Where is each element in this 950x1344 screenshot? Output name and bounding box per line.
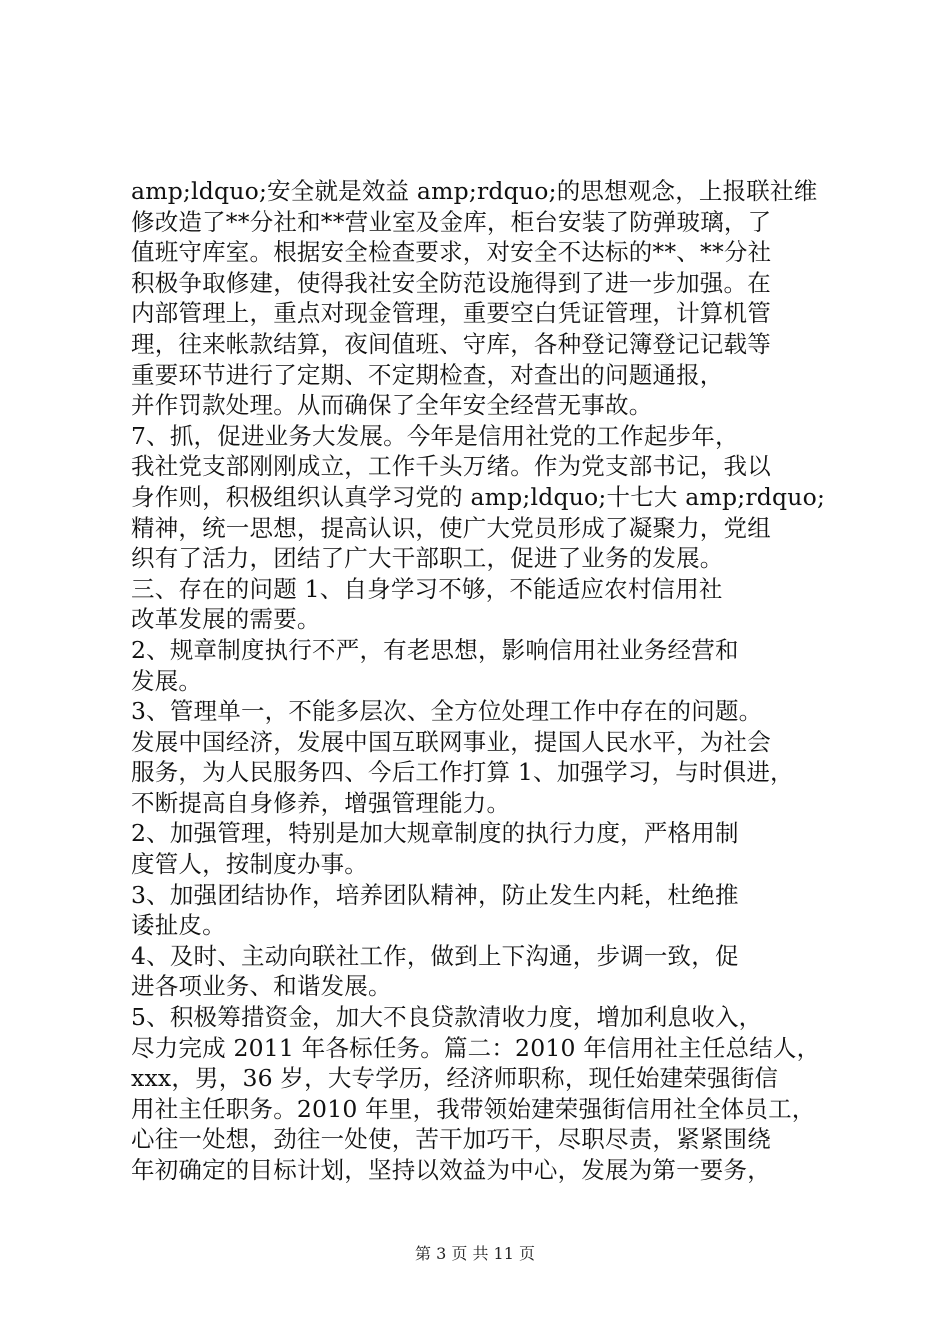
text-line: xxx，男，36 岁，大专学历，经济师职称，现任始建荣强街信 [131, 1064, 779, 1093]
body-text [131, 176, 831, 1186]
text-line: amp;ldquo;安全就是效益 amp;rdquo;的思想观念，上报联社维 [131, 177, 818, 205]
text-line: 值班守库室。根据安全检查要求，对安全不达标的**、**分社 [131, 238, 772, 267]
text-line: 心往一处想，劲往一处使，苦干加巧干，尽职尽责，紧紧围绕 [131, 1125, 771, 1154]
text-line: 诿扯皮。 [131, 911, 226, 940]
text-line: 进各项业务、和谐发展。 [131, 972, 392, 1001]
page-number-footer: 第 3 页 共 11 页 [415, 1244, 535, 1263]
text-line: 发展中国经济，发展中国互联网事业，提国人民水平，为社会 [131, 727, 771, 756]
text-line: 7、抓，促进业务大发展。今年是信用社党的工作起步年， [131, 421, 739, 450]
text-line: 2、规章制度执行不严，有老思想，影响信用社业务经营和 [131, 635, 739, 664]
text-line: 内部管理上，重点对现金管理，重要空白凭证管理，计算机管 [131, 299, 771, 328]
text-line: 精神，统一思想，提高认识，使广大党员形成了凝聚力，党组 [131, 513, 771, 542]
text-line: 4、及时、主动向联社工作，做到上下沟通，步调一致，促 [131, 941, 739, 970]
text-line: 3、管理单一，不能多层次、全方位处理工作中存在的问题。 [131, 697, 763, 726]
text-line: 发展。 [131, 666, 203, 695]
text-line: 我社党支部刚刚成立，工作千头万绪。作为党支部书记，我以 [131, 452, 771, 481]
text-line: 修改造了**分社和**营业室及金库，柜台安装了防弹玻璃，了 [131, 207, 772, 236]
text-line: 服务，为人民服务四、今后工作打算 1、加强学习，与时俱进， [131, 758, 794, 787]
text-line: 身作则，积极组织认真学习党的 amp;ldquo;十七大 amp;rdquo; [131, 482, 826, 511]
text-line: 三、存在的问题 1、自身学习不够，不能适应农村信用社 [131, 574, 723, 603]
text-line: 年初确定的目标计划，坚持以效益为中心，发展为第一要务， [131, 1156, 771, 1184]
text-line: 用社主任职务。2010 年里，我带领始建荣强街信用社全体员工， [131, 1094, 816, 1123]
text-line: 5、积极筹措资金，加大不良贷款清收力度，增加利息收入， [131, 1003, 763, 1032]
text-line: 改革发展的需要。 [131, 605, 321, 634]
text-line: 织有了活力，团结了广大干部职工，促进了业务的发展。 [131, 544, 724, 573]
text-line: 重要环节进行了定期、不定期检查，对查出的问题通报， [131, 360, 724, 389]
text-line: 度管人，按制度办事。 [131, 850, 368, 879]
text-line: 不断提高自身修养，增强管理能力。 [131, 788, 511, 817]
text-line: 3、加强团结协作，培养团队精神，防止发生内耗，杜绝推 [131, 880, 739, 909]
text-line: 积极争取修建，使得我社安全防范设施得到了进一步加强。在 [131, 268, 771, 297]
text-line: 尽力完成 2011 年各标任务。篇二：2010 年信用社主任总结人， [131, 1033, 821, 1062]
text-line: 2、加强管理，特别是加大规章制度的执行力度，严格用制 [131, 819, 739, 848]
text-line: 并作罚款处理。从而确保了全年安全经营无事故。 [131, 391, 653, 420]
text-line: 理，往来帐款结算，夜间值班、守库，各种登记簿登记记载等 [131, 329, 771, 358]
